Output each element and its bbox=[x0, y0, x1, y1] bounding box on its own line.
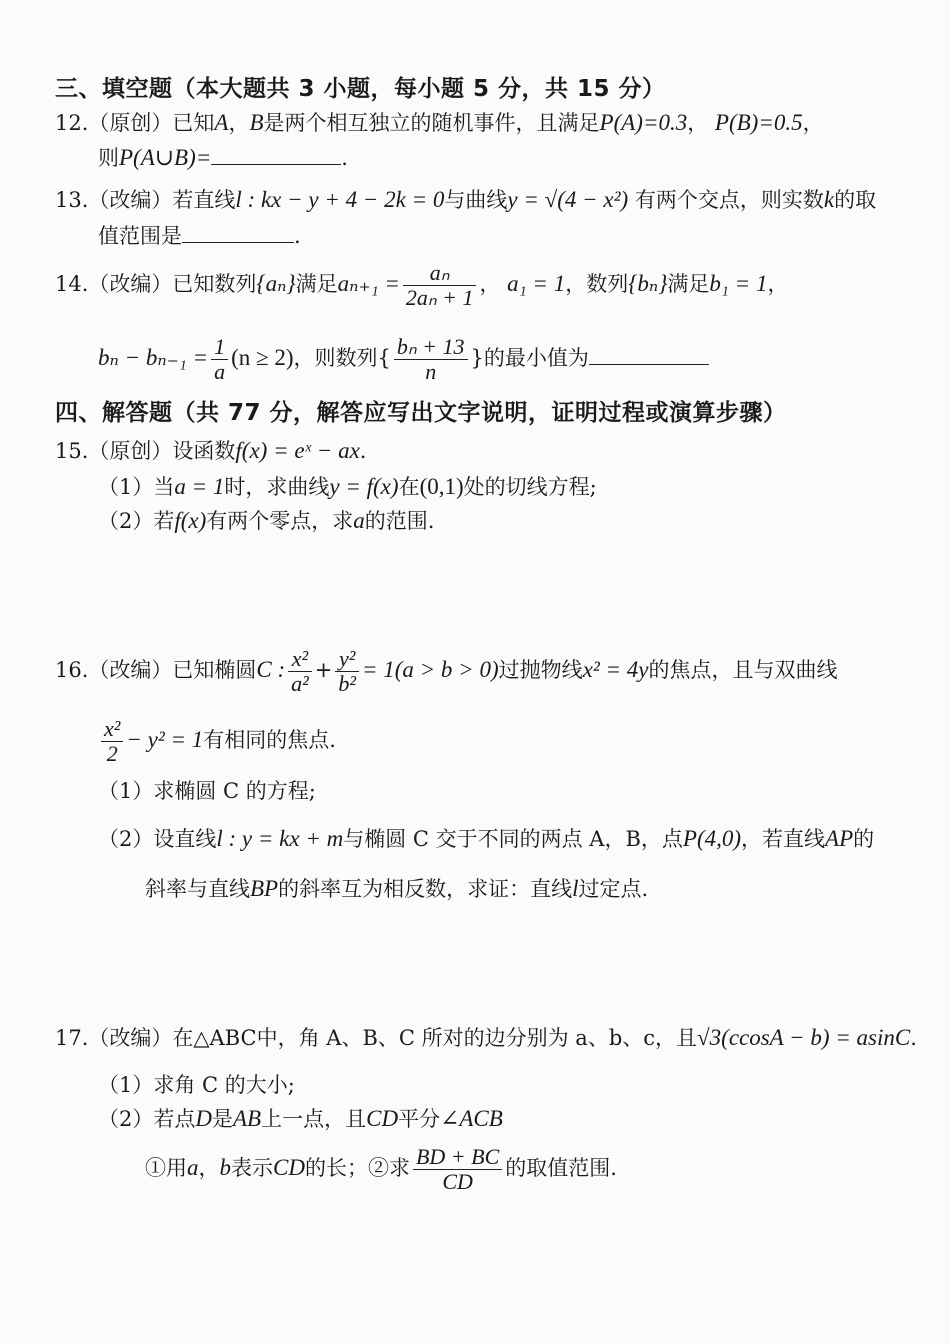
question-label: 12.（原创） bbox=[55, 111, 173, 135]
question-15: 15.（原创）设函数f(x) = eˣ − ax. bbox=[55, 438, 367, 463]
question-16-part-2: （2）设直线l : y = kx + m与椭圆 C 交于不同的两点 A，B，点P(4,0)，若直线AP的 bbox=[98, 826, 875, 851]
question-17-subparts: ①用a，b表示CD的长；②求 $\frac{BD + BC}{CD}$ 的取值范围. bbox=[145, 1144, 617, 1194]
question-14: 14.（改编）已知数列{aₙ}满足aₙ₊₁ = $\frac{\text{aₙ}}{\text{2aₙ + 1}}$ ， a₁ = 1，数列{bₙ}满足b₁ = 1， bbox=[55, 260, 789, 310]
question-12-cont: 则P(A∪B)= . bbox=[98, 142, 910, 173]
fraction-x2-2: $\frac{\text{x²}}{2}$ bbox=[101, 717, 123, 766]
fraction-recurrence: $\frac{\text{aₙ}}{\text{2aₙ + 1}}$ bbox=[403, 261, 477, 310]
answer-blank[interactable] bbox=[182, 220, 294, 243]
math-pa: P(A)=0.3 bbox=[599, 110, 688, 135]
question-label: 15.（原创） bbox=[55, 439, 173, 463]
fraction-y2-b2: $\frac{\text{y²}}{\text{b²}}$ bbox=[335, 647, 359, 696]
question-label: 16.（改编） bbox=[55, 658, 173, 682]
answer-blank[interactable] bbox=[211, 142, 341, 165]
math-curve: y = √(4 − x²) bbox=[507, 187, 629, 212]
fraction-sequence: $\frac{\text{bₙ + 13}}{n}$ bbox=[394, 335, 468, 384]
question-text: 已知 bbox=[172, 111, 215, 135]
math-condition: √3(ccosA − b) = asinC bbox=[697, 1025, 911, 1050]
section-3-heading: 三、填空题（本大题共 3 小题，每小题 5 分，共 15 分） bbox=[55, 76, 666, 102]
question-13: 13.（改编）若直线l : kx − y + 4 − 2k = 0与曲线y = √(4 − x²) 有两个交点，则实数k的取 bbox=[55, 187, 877, 212]
question-label: 13.（改编） bbox=[55, 188, 173, 212]
math-pb: P(B)=0.5 bbox=[714, 110, 803, 135]
math-union: P(A∪B)= bbox=[119, 145, 212, 170]
fraction-one-over-a: $\frac{1}{a}$ bbox=[211, 335, 228, 384]
question-14-cont: bₙ − bₙ₋₁ = $\frac{1}{a}$ (n ≥ 2)，则数列{ $\frac{\text{bₙ + 13}}{n}$ }的最小值为 bbox=[98, 330, 910, 386]
question-15-part-1: （1）当a = 1时，求曲线y = f(x)在(0,1)处的切线方程; bbox=[98, 474, 597, 499]
question-label: 14.（改编） bbox=[55, 272, 173, 296]
question-17-part-2: （2）若点D是AB上一点，且CD平分∠ACB bbox=[98, 1106, 503, 1131]
fraction-x2-a2: $\frac{\text{x²}}{\text{a²}}$ bbox=[288, 647, 312, 696]
question-13-cont: 值范围是 . bbox=[98, 220, 910, 251]
question-16-part-1: （1）求椭圆 C 的方程; bbox=[98, 779, 316, 803]
fraction-ratio: $\frac{BD + BC}{CD}$ bbox=[413, 1145, 502, 1194]
question-12: 12.（原创）已知A，B是两个相互独立的随机事件，且满足P(A)=0.3， P(B)=0.5， bbox=[55, 110, 824, 135]
answer-blank[interactable] bbox=[589, 342, 709, 365]
question-16: 16.（改编）已知椭圆C : $\frac{\text{x²}}{\text{a²}}$ + $\frac{\text{y²}}{\text{b²}}$ = 1(a > b > 0)过抛物线x² = 4y的焦点，且与双曲线 bbox=[55, 646, 838, 696]
question-17-part-1: （1）求角 C 的大小; bbox=[98, 1073, 295, 1097]
question-17: 17.（改编）在△ABC中，角 A、B、C 所对的边分别为 a、b、c，且√3(ccosA − b) = asinC. bbox=[55, 1025, 917, 1050]
question-label: 17.（改编） bbox=[55, 1026, 173, 1050]
math-func: f(x) = eˣ − ax bbox=[235, 438, 360, 463]
math-line: l : kx − y + 4 − 2k = 0 bbox=[235, 187, 445, 212]
question-15-part-2: （2）若f(x)有两个零点，求a的范围. bbox=[98, 508, 435, 533]
question-16-part-2-cont: 斜率与直线BP的斜率互为相反数，求证：直线l过定点. bbox=[145, 876, 649, 901]
question-16-cont: $\frac{\text{x²}}{2}$ − y² = 1有相同的焦点. bbox=[98, 712, 910, 768]
section-4-heading: 四、解答题（共 77 分，解答应写出文字说明，证明过程或演算步骤） bbox=[55, 400, 787, 426]
